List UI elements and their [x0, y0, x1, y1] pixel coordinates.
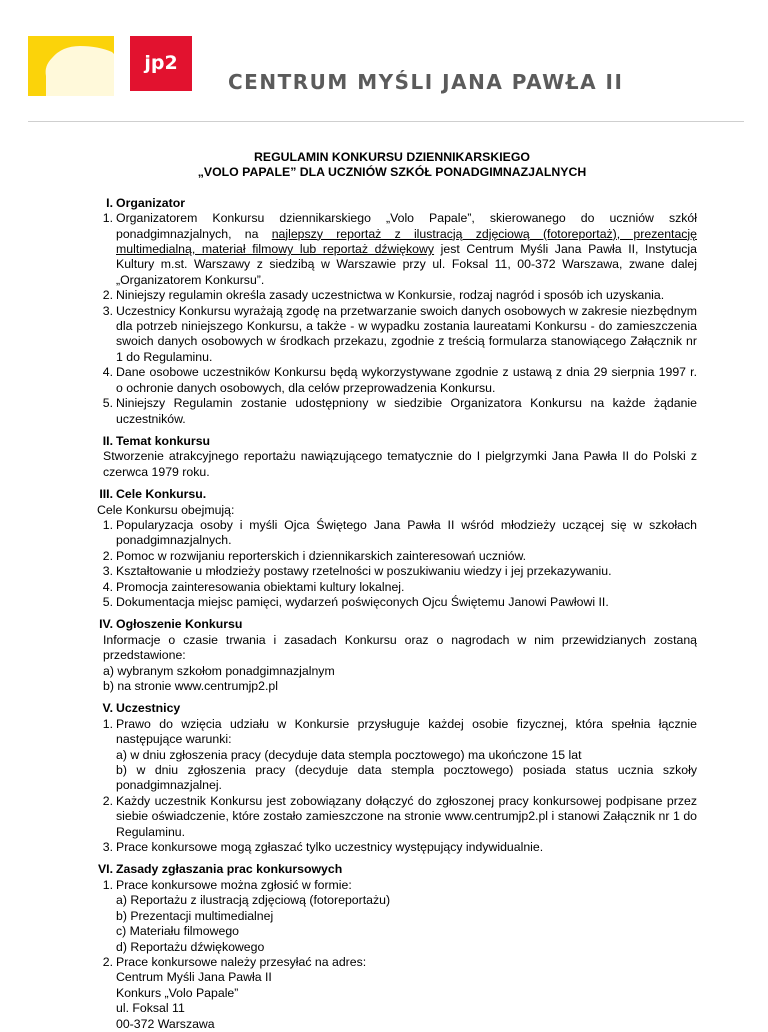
- section-number: I.: [106, 195, 113, 210]
- list-item: 1. Popularyzacja osoby i myśli Ojca Świętego Jana Pawła II wśród młodzieży uczącej się w szkołach ponadgimnazjalnych.: [102, 517, 697, 548]
- list-item: 2. Prace konkursowe należy przesyłać na adres: Centrum Myśli Jana Pawła II Konkurs „Volo Papale” ul. Foksal 11 00-372 Warszawa: [102, 954, 367, 1031]
- sub-item: a) Reportażu z ilustracją zdjęciową (fotoreportażu): [116, 893, 391, 908]
- list-item: 1. Prace konkursowe można zgłosić w formie: a) Reportażu z ilustracją zdjęciową (fotoreportażu) b) Prezentacji multimedialnej c) Materiału filmowego d) Reportażu dźwiękowego: [102, 877, 391, 954]
- header-divider: [28, 121, 744, 122]
- logo-text: jp2: [144, 52, 178, 74]
- section-number: VI.: [97, 862, 113, 877]
- document-title: [87, 150, 697, 181]
- list-item: 3. Prace konkursowe mogą zgłaszać tylko uczestnicy występujący indywidualnie.: [102, 840, 544, 855]
- section-heading: Ogłoszenie Konkursu: [116, 617, 243, 632]
- section-number: II.: [102, 433, 113, 448]
- list-item: 3. Kształtowanie u młodzieży postawy rzetelności w poszukiwaniu wiedzy i jej przekazywaniu.: [102, 564, 612, 579]
- address-line: ul. Foksal 11: [116, 1001, 185, 1016]
- sub-item: c) Materiału filmowego: [116, 924, 240, 939]
- section-heading: Zasady zgłaszania prac konkursowych: [116, 862, 343, 877]
- sub-item: b) na stronie www.centrumjp2.pl: [103, 679, 278, 693]
- section-heading: Cele Konkursu.: [116, 487, 207, 502]
- section-text: Stworzenie atrakcyjnego reportażu nawiązującego tematycznie do I pielgrzymki Jana Pawła II do Polski z czerwca 1979 roku.: [103, 449, 697, 479]
- section-number: III.: [99, 487, 113, 502]
- list-item: 4. Promocja zainteresowania obiektami kultury lokalnej.: [102, 579, 405, 594]
- section-heading: Uczestnicy: [116, 701, 181, 716]
- list-item: 1. Prawo do wzięcia udziału w Konkursie przysługuje każdej osobie fizycznej, która spełnia łącznie następujące warunki: a) w dniu zgłoszenia pracy (decyduje data stempla pocztowego) ma ukończone 15 lat b) w dniu zgłoszenia pracy (decyduje data stempla pocztowego) posiada status ucznia szkoły ponadgimnazjalnej.: [102, 716, 697, 793]
- sub-item: a) w dniu zgłoszenia pracy (decyduje data stempla pocztowego) ma ukończone 15 lat: [116, 747, 582, 762]
- list-item: 5. Niniejszy Regulamin zostanie udostępniony w siedzibie Organizatora Konkursu na każde żądanie uczestników.: [102, 396, 697, 426]
- list-item: 3. Uczestnicy Konkursu wyrażają zgodę na przetwarzanie swoich danych osobowych w zakresie niezbędnym dla potrzeb niniejszego Konkursu, a także - w wypadku zostania laureatami Konkursu - do zamieszczenia swoich danych osobowych w środkach przekazu, zgodnie z treścią formularza stanowiącego Załącznik nr 1 do Regulaminu.: [102, 303, 697, 364]
- section-number: IV.: [99, 617, 113, 632]
- section-heading: Organizator: [116, 195, 186, 210]
- document-body: [87, 150, 697, 1032]
- section-intro: Cele Konkursu obejmują:: [97, 502, 235, 517]
- address-line: Centrum Myśli Jana Pawła II: [116, 970, 272, 985]
- address-line: 00-372 Warszawa: [116, 1016, 215, 1031]
- section-cele: [87, 487, 697, 610]
- section-uczestnicy: [87, 701, 697, 855]
- section-temat: [87, 434, 697, 480]
- section-number: V.: [102, 701, 113, 716]
- section-heading: Temat konkursu: [116, 433, 211, 448]
- list-item: 5. Dokumentacja miejsc pamięci, wydarzeń poświęconych Ojcu Świętemu Janowi Pawłowi II.: [102, 594, 609, 609]
- list-item: 4. Dane osobowe uczestników Konkursu będą wykorzystywane zgodnie z ustawą z dnia 29 sierpnia 1997 r. o ochronie danych osobowych, dla celów przeprowadzenia Konkursu.: [102, 365, 697, 395]
- list-item: 2. Niniejszy regulamin określa zasady uczestnictwa w Konkursie, rodzaj nagród i sposób ich uzyskania.: [102, 288, 665, 303]
- brand-name: CENTRUM MYŚLI JANA PAWŁA II: [228, 70, 624, 94]
- sub-item: b) w dniu zgłoszenia pracy (decyduje data stempla pocztowego) posiada status ucznia szkoły ponadgimnazjalnej.: [116, 763, 697, 793]
- list-item: 2. Każdy uczestnik Konkursu jest zobowiązany dołączyć do zgłoszonej pracy konkursowej podpisane przez siebie oświadczenie, które zostało zamieszczone na stronie www.centrumjp2.pl i stanowi Załącznik nr 1 do Regulaminu.: [102, 793, 697, 839]
- title-line-1: REGULAMIN KONKURSU DZIENNIKARSKIEGO: [253, 150, 530, 164]
- title-line-2: „VOLO PAPALE” DLA UCZNIÓW SZKÓŁ PONADGIMNAZJALNYCH: [197, 165, 587, 180]
- sub-item: d) Reportażu dźwiękowego: [116, 939, 265, 954]
- list-item: 2. Pomoc w rozwijaniu reporterskich i dziennikarskich zainteresowań uczniów.: [102, 548, 527, 563]
- underlined-phrase: najlepszy reportaż z ilustracją zdjęciową (fotoreportaż), prezentację multimedialną, materiał filmowy lub reportaż dźwiękowy: [116, 226, 698, 257]
- sub-item: a) wybranym szkołom ponadgimnazjalnym: [103, 663, 335, 678]
- list-item: 1. Organizatorem Konkursu dziennikarskiego „Volo Papale”, skierowanego do uczniów szkół ponadgimnazjalnych, na najlepszy reportaż z ilustracją zdjęciową (fotoreportaż), prezentację multimedialną, materiał filmowy lub reportaż dźwiękowy jest Centrum Myśli Jana Pawła II, Instytucja Kultury m.st. Warszawy z siedzibą w Warszawie przy ul. Foksal 11, 00-372 Warszawa, zwane dalej „Organizatorem Konkursu”.: [102, 211, 698, 287]
- section-ogloszenie: [87, 617, 697, 694]
- section-organizator: [87, 196, 697, 427]
- logo-jp2: [28, 36, 208, 96]
- section-text: Informacje o czasie trwania i zasadach Konkursu oraz o nagrodach w nim przewidzianych zostaną przedstawione:: [103, 632, 697, 663]
- address-line: Konkurs „Volo Papale”: [116, 985, 239, 1000]
- section-zasady: [87, 862, 697, 1031]
- sub-item: b) Prezentacji multimedialnej: [116, 908, 274, 923]
